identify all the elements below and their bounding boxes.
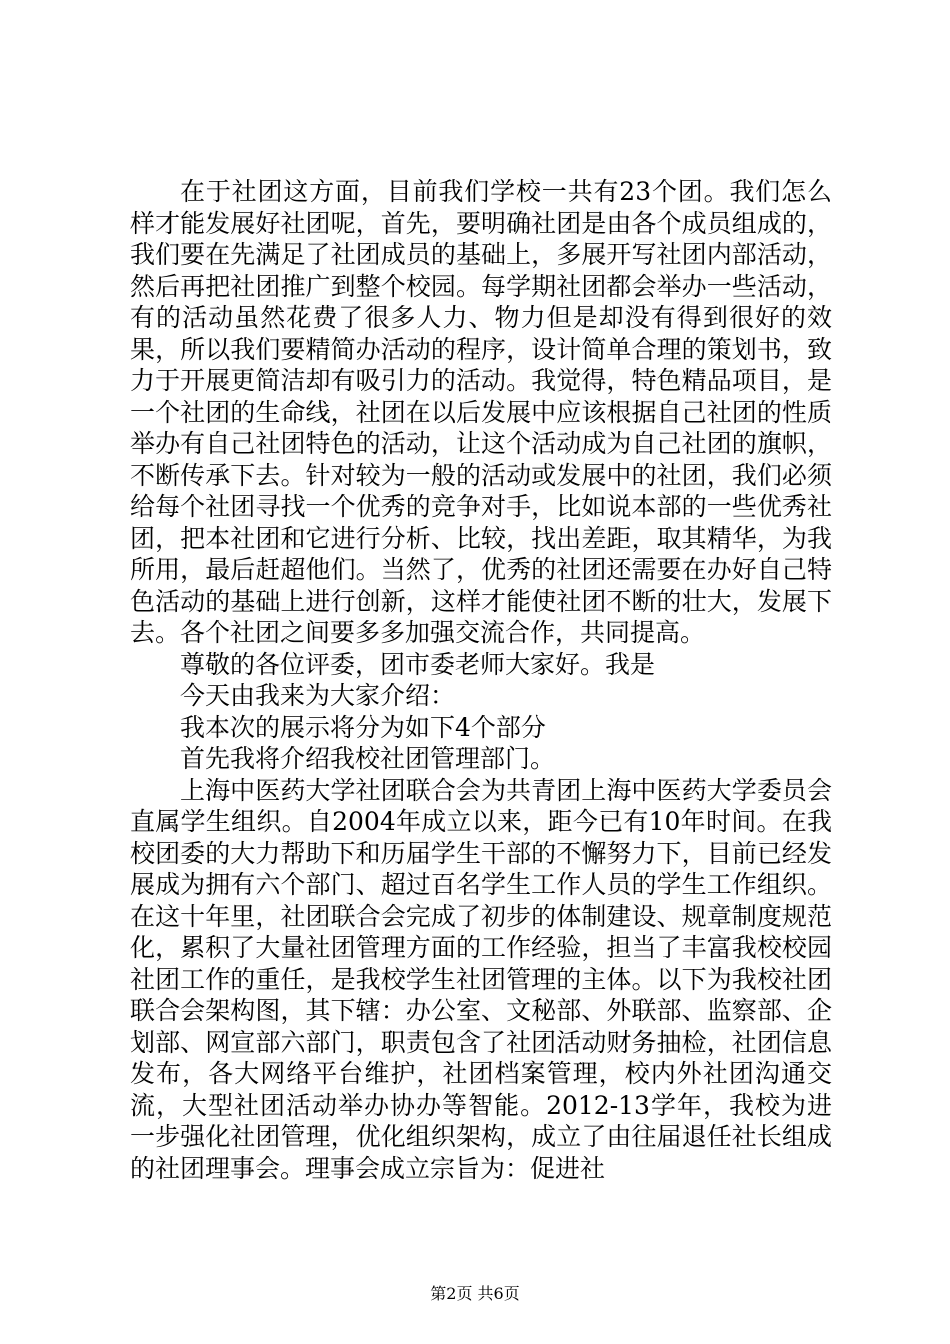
page-footer: 第2页 共6页 xyxy=(430,1284,520,1303)
paragraph-club-federation: 上海中医药大学社团联合会为共青团上海中医药大学委员会直属学生组织。自2004年成立以来，距今已有10年时间。在我校团委的大力帮助下和历届学生干部的不懈努力下，目前已经发展成为拥有六个部门、超过百名学生工作人员的学生工作组织。在这十年里，社团联合会完成了初步的体制建设、规章制度规范化，累积了大量社团管理方面的工作经验，担当了丰富我校校园社团工作的重任，是我校学生社团管理的主体。以下为我校社团联合会架构图，其下辖：办公室、文秘部、外联部、监察部、企划部、网宣部六部门，职责包含了社团活动财务抽检，社团信息发布，各大网络平台维护，社团档案管理，校内外社团沟通交流，大型社团活动举办协办等智能。2012-13学年，我校为进一步强化社团管理，优化组织架构，成立了由往届退任社长组成的社团理事会。理事会成立宗旨为：促进社 xyxy=(130,775,832,1183)
paragraph-first-section: 首先我将介绍我校社团管理部门。 xyxy=(180,744,556,773)
document-body xyxy=(130,176,832,1184)
paragraph-greeting: 尊敬的各位评委，团市委老师大家好。我是 xyxy=(180,649,656,679)
paragraph-introduction: 今天由我来为大家介绍： xyxy=(180,681,456,710)
paragraph-club-development: 在于社团这方面，目前我们学校一共有23个团。我们怎么样才能发展好社团呢，首先，要明确社团是由各个成员组成的，我们要在先满足了社团成员的基础上，多展开写社团内部活动，然后再把社团推广到整个校园。每学期社团都会举办一些活动，有的活动虽然花费了很多人力、物力但是却没有得到很好的效果，所以我们要精简办活动的程序，设计简单合理的策划书，致力于开展更简洁却有吸引力的活动。我觉得，特色精品项目，是一个社团的生命线，社团在以后发展中应该根据自己社团的性质举办有自己社团特色的活动，让这个活动成为自己社团的旗帜，不断传承下去。针对较为一般的活动或发展中的社团，我们必须给每个社团寻找一个优秀的竞争对手，比如说本部的一些优秀社团，把本社团和它进行分析、比较，找出差距，取其精华，为我所用，最后赶超他们。当然了，优秀的社团还需要在办好自己特色活动的基础上进行创新，这样才能使社团不断的壮大，发展下去。各个社团之间要多多加强交流合作，共同提高。 xyxy=(130,177,832,647)
paragraph-outline: 我本次的展示将分为如下4个部分 xyxy=(180,712,546,742)
